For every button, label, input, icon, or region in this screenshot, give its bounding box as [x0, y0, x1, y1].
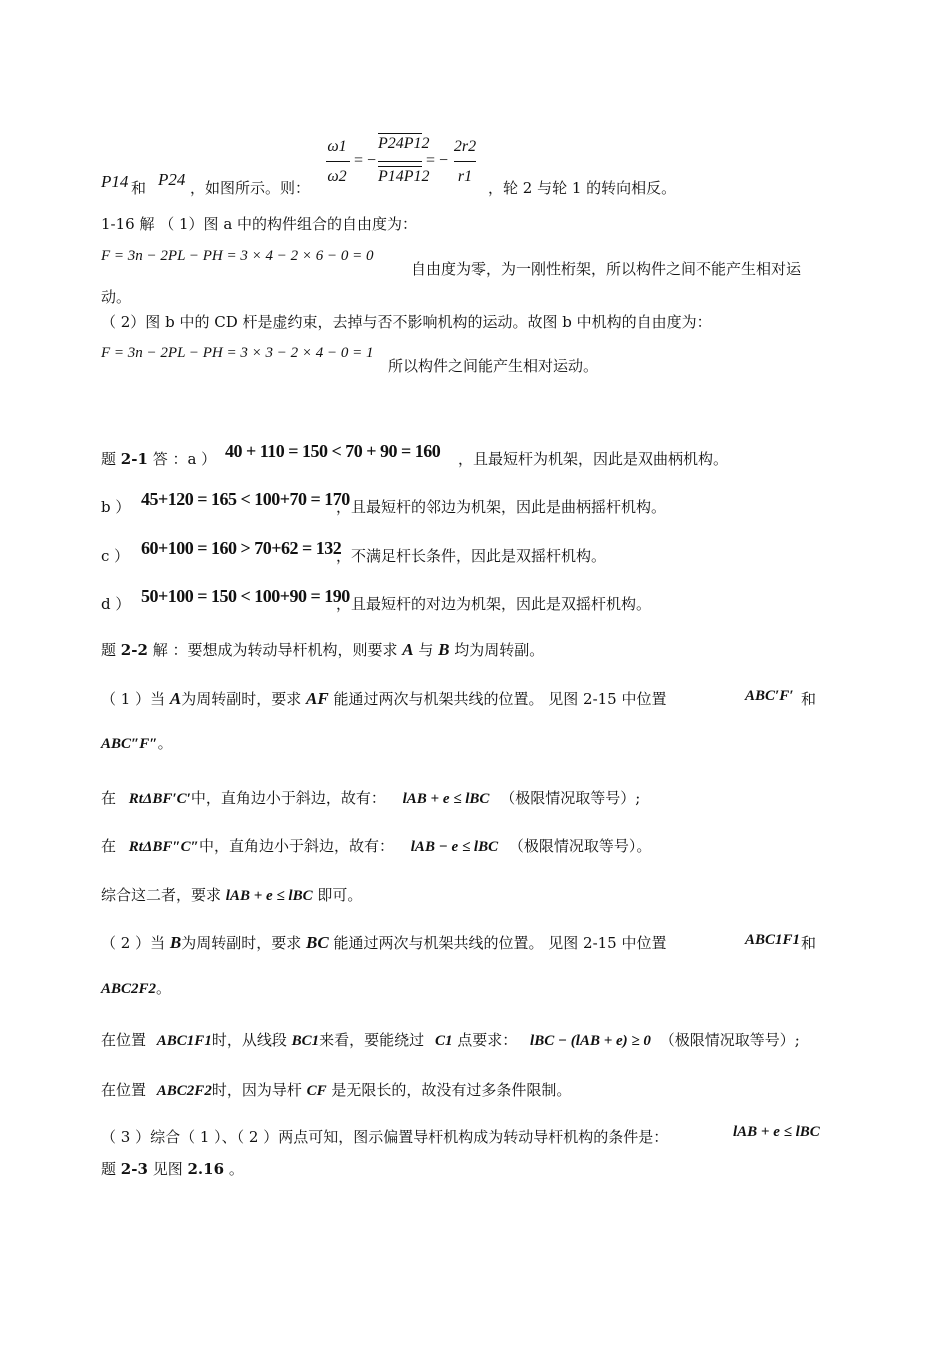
when-segment: 时，从线段 — [211, 1031, 287, 1049]
dof-text-b: 所以构件之间能产生相对运动。 — [388, 357, 599, 375]
inequality-3: lAB + e ≤ lBC — [225, 888, 313, 904]
equals-minus-1: = − — [353, 152, 377, 169]
position-abcf2-line — [101, 733, 173, 754]
dof-formula-b: F = 3n − 2PL − PH = 3 × 3 − 2 × 4 − 0 = 1 — [101, 345, 374, 361]
case2-when: （ 2 ）当 — [101, 934, 166, 952]
inequality-5: lAB + e ≤ lBC — [733, 1124, 820, 1140]
triangle-bfc2: RtΔBF″C″ — [128, 839, 199, 855]
case2-collinear: 能通过两次与机架共线的位置。 见图 2-15 中位置 — [333, 934, 667, 952]
q21-text-d: ，且最短杆的对边为机架，因此是双摇杆机构。 — [336, 595, 652, 613]
summary-text: 综合这二者，要求 — [101, 886, 222, 904]
q22-case2-line — [101, 933, 667, 953]
bc-symbol: BC — [306, 933, 329, 952]
r1-denominator: r1 — [457, 168, 473, 185]
dof-formula-a: F = 3n − 2PL − PH = 3 × 4 − 2 × 6 − 0 = 0 — [101, 248, 374, 264]
q21-heading — [101, 449, 216, 469]
summary-end: 即可。 — [317, 886, 363, 904]
point-require: 点要求： — [457, 1031, 518, 1049]
intro-text: ，如图所示。则： — [190, 179, 311, 197]
q22-intro: 解 ：要想成为转动导杆机构，则要求 — [152, 641, 398, 659]
joint-a-symbol: A — [402, 640, 414, 659]
q21-label-d: d ） — [101, 595, 131, 613]
q21-formula-a: 40 + 110 = 150 < 70 + 90 = 160 — [225, 441, 441, 461]
case1-when: （ 1 ）当 — [101, 690, 166, 708]
q23-number: 2-3 — [120, 1160, 148, 1178]
q21-number: 2-1 — [120, 450, 148, 468]
summary-line — [101, 885, 362, 906]
case2-b-symbol: B — [169, 933, 182, 952]
triangle1-text: 中，直角边小于斜边，故有： — [190, 789, 386, 807]
position2-line — [101, 1080, 571, 1101]
q23-end: 。 — [228, 1160, 244, 1178]
at-position-1: 在位置 — [101, 1031, 147, 1049]
q22-case1-line — [101, 689, 667, 709]
omega2-denominator: ω2 — [327, 168, 347, 185]
bc1-symbol: BC1 — [291, 1033, 320, 1049]
s116-heading: 1-16 解 （ 1）图 a 中的构件组合的自由度为： — [101, 215, 418, 233]
period-2: 。 — [156, 979, 172, 997]
p14-symbol: P14 — [101, 172, 129, 191]
position1-line — [101, 1030, 800, 1051]
and-word-3: 和 — [801, 934, 817, 952]
position-abc2f2-line — [101, 978, 171, 999]
position-abcf2: ABC″F″ — [101, 736, 158, 752]
infinite-text: 是无限长的，故没有过多条件限制。 — [331, 1081, 572, 1099]
q21-text-b: ，且最短杆的邻边为机架，因此是曲柄摇杆机构。 — [336, 498, 667, 516]
case1-collinear: 能通过两次与机架共线的位置。 见图 2-15 中位置 — [333, 690, 667, 708]
period-1: 。 — [157, 734, 173, 752]
inequality-4: lBC − (lAB + e) ≥ 0 — [530, 1033, 651, 1049]
case1-a-symbol: A — [169, 689, 182, 708]
dof-text-a-cont: 动。 — [101, 288, 132, 306]
af-symbol: AF — [306, 689, 329, 708]
triangle2-line — [101, 836, 651, 857]
q21-formula-c: 60+100 = 160 > 70+62 = 132 — [141, 538, 342, 558]
q21-formula-d: 50+100 = 150 < 100+90 = 190 — [141, 586, 350, 606]
joint-b-symbol: B — [438, 640, 450, 659]
q23-label: 题 — [101, 1160, 117, 1178]
c1-symbol: C1 — [434, 1033, 453, 1049]
q21-text-c: ，不满足杆长条件，因此是双摇杆机构。 — [336, 547, 607, 565]
bypass-text: 来看，要能绕过 — [319, 1031, 425, 1049]
position-abc2f2: ABC2F2 — [101, 981, 157, 997]
q22-label: 题 — [101, 641, 117, 659]
q21-label: 题 — [101, 450, 117, 468]
inequality-2: lAB − e ≤ lBC — [410, 839, 499, 855]
q22-case3-line: （ 3 ）综合（ 1 ）、（ 2 ）两点可知，图示偏置导杆机构成为转动导杆机构的条件是： — [101, 1128, 669, 1146]
q22-intro-end: 均为周转副。 — [454, 641, 545, 659]
q22-heading — [101, 640, 544, 660]
and-word-2: 和 — [801, 690, 817, 708]
q22-number: 2-2 — [120, 641, 148, 659]
q21-text-a: ，且最短杆为机架，因此是双曲柄机构。 — [458, 450, 729, 468]
position-abc2f2-ref: ABC2F2 — [156, 1083, 212, 1099]
triangle1-line — [101, 788, 640, 809]
intro-tail: ，轮 2 与轮 1 的转向相反。 — [488, 179, 677, 197]
s116-heading-b: （ 2）图 b 中的 CD 杆是虚约束，去掉与否不影响机构的运动。故图 b 中机构的自由度为： — [101, 313, 712, 331]
and-text: 和 — [131, 179, 147, 197]
omega1-numerator: ω1 — [327, 138, 347, 155]
cf-symbol: CF — [306, 1083, 327, 1099]
at-position-2: 在位置 — [101, 1081, 147, 1099]
position-abcf1: ABC′F′ — [745, 688, 794, 704]
triangle2-text: 中，直角边小于斜边，故有： — [198, 837, 394, 855]
case1-require: 为周转副时，要求 — [181, 690, 302, 708]
r2-numerator: 2r2 — [453, 138, 477, 155]
q21-label-b: b ） — [101, 498, 131, 516]
inequality-1: lAB + e ≤ lBC — [402, 791, 490, 807]
p24-symbol: P24 — [158, 170, 186, 189]
in-word-2: 在 — [101, 837, 117, 855]
limit-note-2: （极限情况取等号）。 — [508, 837, 652, 855]
q23-figure: 2.16 — [187, 1160, 225, 1178]
position-abc1f1-ref: ABC1F1 — [156, 1033, 212, 1049]
q21-formula-b: 45+120 = 165 < 100+70 = 170 — [141, 489, 350, 509]
in-word-1: 在 — [101, 789, 117, 807]
triangle-bfc1: RtΔBF′C′ — [128, 791, 191, 807]
limit-note-1: （极限情况取等号）; — [500, 789, 641, 807]
equals-minus-2: = − — [425, 152, 449, 169]
q21-label-c: c ） — [101, 547, 130, 565]
q23-line — [101, 1159, 244, 1179]
p24p12-numerator: P24P12 — [378, 135, 430, 152]
p14p12-denominator: P14P12 — [378, 168, 430, 185]
q21-answer-a: 答 ：a ） — [152, 450, 217, 468]
limit-note-3: （极限情况取等号）; — [659, 1031, 800, 1049]
case2-require: 为周转副时，要求 — [181, 934, 302, 952]
velocity-ratio-formula — [318, 128, 488, 198]
position-abc1f1: ABC1F1 — [745, 932, 801, 948]
and-word: 与 — [418, 641, 434, 659]
q23-see: 见图 — [152, 1160, 183, 1178]
guide-bar-text: 时，因为导杆 — [211, 1081, 302, 1099]
dof-text-a: 自由度为零，为一刚性桁架，所以构件之间不能产生相对运 — [411, 260, 802, 278]
